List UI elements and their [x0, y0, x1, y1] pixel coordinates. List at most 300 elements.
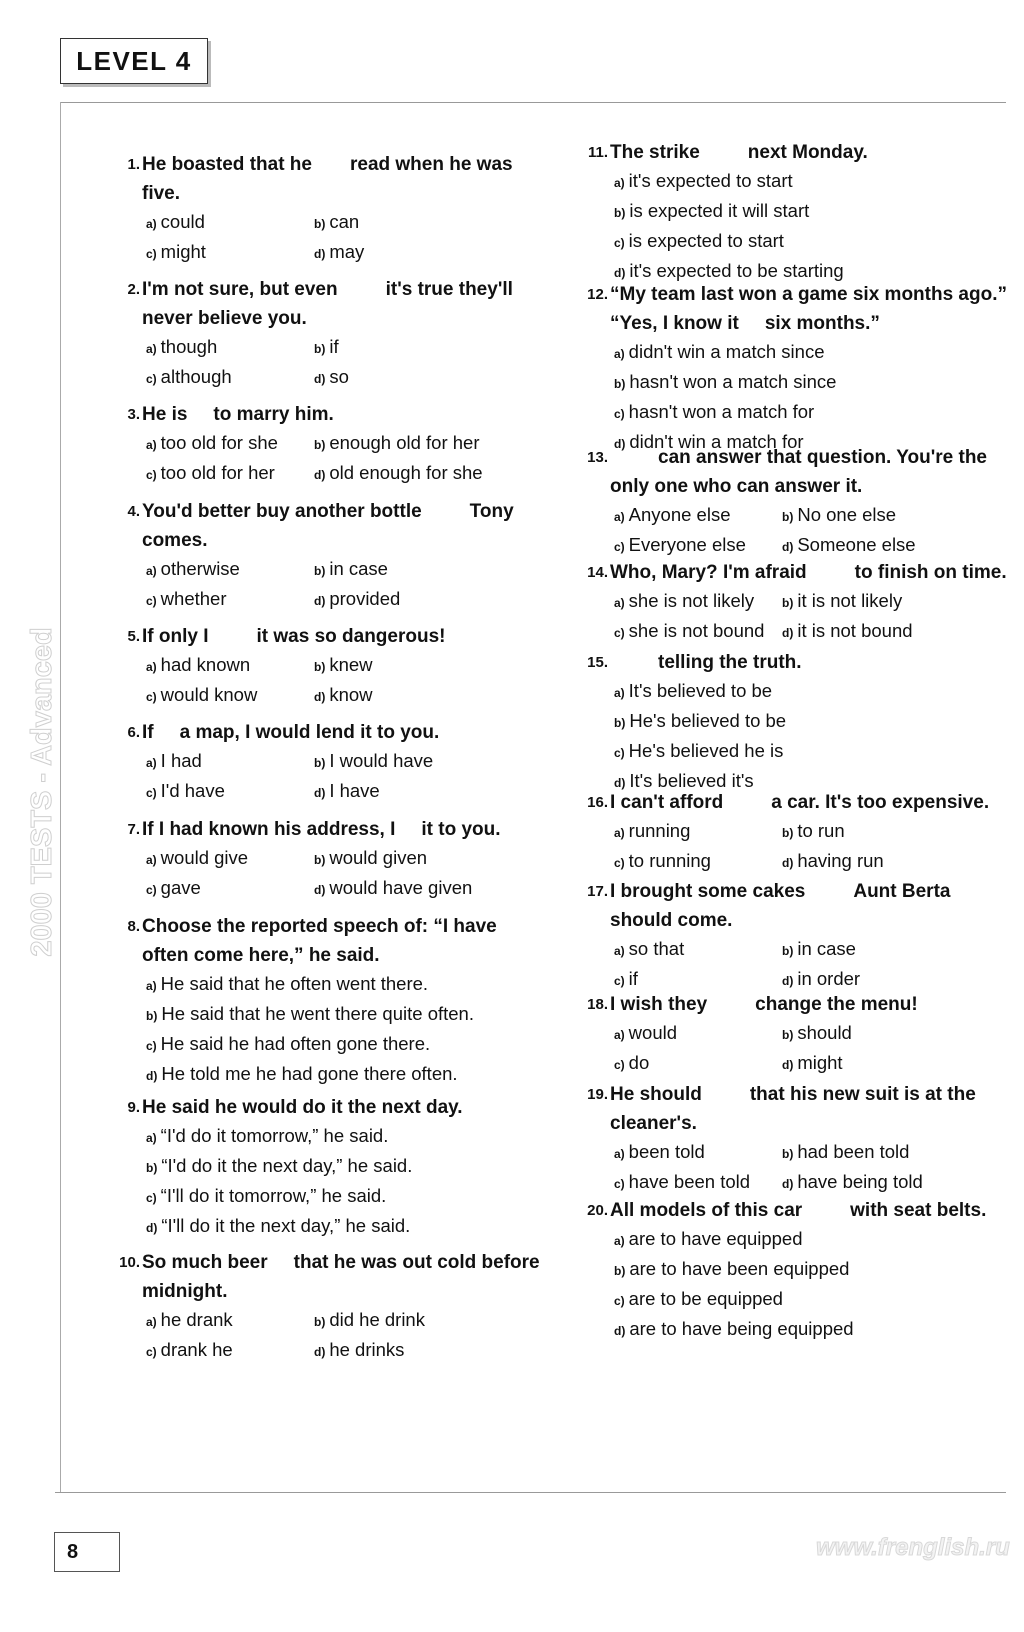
stem-text-before-gap: He is	[142, 404, 188, 425]
option-text: old enough for she	[329, 462, 483, 483]
option-letter: d)	[314, 594, 326, 608]
answer-option	[314, 651, 540, 681]
option-text: No one else	[797, 504, 897, 525]
option-letter: b)	[146, 1161, 158, 1175]
answer-option	[146, 238, 314, 268]
stem-text-before-gap: If I had known his address, I	[142, 819, 396, 840]
option-letter: a)	[614, 1147, 625, 1161]
answer-option	[146, 681, 314, 711]
stem-text-after-gap: change the menu!	[755, 994, 918, 1015]
option-text: “I'll do it the next day,” he said.	[161, 1215, 411, 1236]
option-letter: d)	[614, 1324, 626, 1338]
option-text: she is not bound	[628, 620, 765, 641]
stem-text-before-gap: He said he would do it the next day.	[142, 1097, 463, 1118]
stem-text-before-gap: He should	[610, 1084, 702, 1105]
stem-text-before-gap: The strike	[610, 142, 700, 163]
option-text: hasn't won a match for	[628, 401, 815, 422]
option-letter: d)	[146, 1221, 158, 1235]
answer-option	[782, 531, 1008, 561]
answer-option	[782, 847, 1008, 877]
option-text: would	[628, 1022, 678, 1043]
option-text: are to be equipped	[628, 1288, 783, 1309]
stem-text-before-gap: If only I	[142, 626, 209, 647]
answer-option	[146, 555, 314, 585]
page-number: 8	[67, 1540, 79, 1563]
question-stem	[110, 497, 540, 555]
question-17	[578, 877, 1008, 995]
question-number: 1.	[127, 156, 140, 173]
watermark: www.frenglish.ru	[816, 1534, 1010, 1561]
question-number: 2.	[127, 281, 140, 298]
option-letter: b)	[782, 1028, 794, 1042]
question-stem	[578, 1080, 1008, 1138]
option-letter: d)	[782, 856, 794, 870]
option-letter: b)	[314, 342, 326, 356]
stem-text-after-gap: it was so dangerous!	[256, 626, 446, 647]
option-text: had known	[160, 654, 251, 675]
frame-bottom-rule	[55, 1492, 1006, 1493]
option-text: “I'd do it tomorrow,” he said.	[160, 1125, 389, 1146]
option-text: did he drink	[329, 1309, 425, 1330]
answer-option	[614, 737, 1008, 767]
option-letter: b)	[314, 853, 326, 867]
stem-text-before-gap: Who, Mary? I'm afraid	[610, 562, 807, 583]
stem-text-before-gap: So much beer	[142, 1252, 268, 1273]
stem-text-before-gap: You'd better buy another bottle	[142, 501, 422, 522]
answer-options	[110, 747, 540, 807]
option-letter: c)	[614, 1294, 625, 1308]
answer-option	[614, 587, 782, 617]
answer-option	[782, 501, 1008, 531]
answer-option	[614, 531, 782, 561]
answer-option	[146, 1182, 540, 1212]
question-4	[110, 497, 540, 615]
question-stem	[578, 1196, 1008, 1225]
option-letter: a)	[146, 979, 157, 993]
question-number: 5.	[127, 628, 140, 645]
question-stem	[578, 990, 1008, 1019]
stem-text-after-gap: read when he was five.	[142, 154, 513, 204]
option-letter: b)	[314, 756, 326, 770]
option-text: provided	[329, 588, 401, 609]
option-letter: c)	[146, 786, 157, 800]
option-letter: a)	[146, 1131, 157, 1145]
option-text: He said he had often gone there.	[160, 1033, 431, 1054]
answer-option	[614, 1255, 1008, 1285]
answer-options	[110, 333, 540, 393]
option-text: can	[329, 211, 360, 232]
option-letter: d)	[314, 468, 326, 482]
option-letter: a)	[146, 564, 157, 578]
option-text: if	[329, 336, 339, 357]
question-9	[110, 1093, 540, 1242]
answer-option	[314, 874, 540, 904]
question-10	[110, 1248, 540, 1366]
answer-options	[578, 501, 1008, 561]
question-13	[578, 443, 1008, 561]
question-stem	[578, 877, 1008, 935]
question-stem	[110, 815, 540, 844]
question-stem	[110, 718, 540, 747]
answer-option	[614, 617, 782, 647]
option-letter: d)	[614, 437, 626, 451]
option-text: so	[329, 366, 349, 387]
answer-option	[146, 1000, 540, 1030]
stem-text-after-gap: that his new suit is at the cleaner's.	[610, 1084, 976, 1134]
stem-text-after-gap: it to you.	[421, 819, 501, 840]
question-7	[110, 815, 540, 904]
option-letter: a)	[614, 1234, 625, 1248]
answer-option	[146, 429, 314, 459]
answer-options	[110, 429, 540, 489]
option-letter: d)	[782, 1177, 794, 1191]
question-15	[578, 648, 1008, 797]
option-text: is expected it will start	[629, 200, 810, 221]
answer-option	[614, 227, 1008, 257]
option-letter: a)	[146, 853, 157, 867]
option-text: might	[797, 1052, 843, 1073]
option-letter: a)	[614, 347, 625, 361]
answer-option	[314, 555, 540, 585]
option-letter: d)	[314, 690, 326, 704]
question-1	[110, 150, 540, 268]
stem-text-after-gap: it's true they'll never believe you.	[142, 279, 513, 329]
answer-options	[578, 1225, 1008, 1345]
option-letter: c)	[614, 856, 625, 870]
option-letter: b)	[146, 1009, 158, 1023]
answer-option	[146, 459, 314, 489]
stem-text-before-gap: I can't afford	[610, 792, 724, 813]
answer-option	[614, 338, 1008, 368]
option-letter: d)	[782, 540, 794, 554]
option-text: He's believed he is	[628, 740, 784, 761]
answer-option	[782, 935, 1008, 965]
answer-option	[314, 585, 540, 615]
option-text: whether	[160, 588, 227, 609]
answer-option	[146, 747, 314, 777]
option-text: Someone else	[797, 534, 916, 555]
option-text: is expected to start	[628, 230, 784, 251]
option-text: could	[160, 211, 205, 232]
option-text: otherwise	[160, 558, 240, 579]
question-11	[578, 138, 1008, 287]
option-letter: a)	[614, 826, 625, 840]
option-letter: d)	[314, 883, 326, 897]
answer-options	[578, 167, 1008, 287]
answer-option	[146, 970, 540, 1000]
answer-option	[146, 585, 314, 615]
option-letter: a)	[614, 596, 625, 610]
option-letter: c)	[146, 883, 157, 897]
option-letter: c)	[146, 247, 157, 261]
answer-option	[314, 1336, 540, 1366]
option-letter: a)	[146, 660, 157, 674]
question-stem	[110, 622, 540, 651]
option-letter: d)	[614, 776, 626, 790]
option-text: too old for she	[160, 432, 278, 453]
answer-option	[782, 587, 1008, 617]
answer-option	[314, 777, 540, 807]
question-18	[578, 990, 1008, 1079]
option-text: would have given	[329, 877, 473, 898]
option-text: if	[628, 968, 638, 989]
answer-option	[614, 167, 1008, 197]
answer-option	[314, 747, 540, 777]
option-letter: c)	[146, 468, 157, 482]
answer-option	[614, 677, 1008, 707]
answer-option	[146, 651, 314, 681]
option-letter: c)	[614, 407, 625, 421]
answer-option	[782, 617, 1008, 647]
answer-option	[614, 1049, 782, 1079]
stem-text-before-gap: He boasted that he	[142, 154, 312, 175]
question-6	[110, 718, 540, 807]
option-letter: b)	[782, 596, 794, 610]
question-stem	[578, 788, 1008, 817]
option-text: have being told	[797, 1171, 923, 1192]
answer-option	[146, 1060, 540, 1090]
answer-option	[614, 1315, 1008, 1345]
option-text: are to have being equipped	[629, 1318, 854, 1339]
answer-option	[146, 777, 314, 807]
answer-option	[614, 817, 782, 847]
answer-option	[614, 197, 1008, 227]
option-letter: a)	[614, 176, 625, 190]
answer-option	[314, 333, 540, 363]
option-text: although	[160, 366, 232, 387]
option-text: I'd have	[160, 780, 225, 801]
stem-text-before-gap: If	[142, 722, 154, 743]
question-number: 10.	[119, 1254, 140, 1271]
stem-text-after-gap: with seat belts.	[850, 1200, 987, 1221]
option-letter: c)	[146, 690, 157, 704]
option-text: are to have been equipped	[629, 1258, 850, 1279]
stem-text-before-gap: Choose the reported speech of: “I have often come here,” he said.	[142, 916, 497, 966]
option-letter: c)	[146, 372, 157, 386]
option-letter: c)	[146, 1345, 157, 1359]
option-letter: b)	[782, 944, 794, 958]
option-text: He said that he often went there.	[160, 973, 429, 994]
option-letter: d)	[314, 247, 326, 261]
option-text: too old for her	[160, 462, 275, 483]
option-letter: d)	[146, 1069, 158, 1083]
answer-options	[110, 208, 540, 268]
option-letter: d)	[614, 266, 626, 280]
option-text: do	[628, 1052, 650, 1073]
option-text: “I'll do it tomorrow,” he said.	[160, 1185, 387, 1206]
question-number: 20.	[587, 1202, 608, 1219]
stem-text-after-gap: six months.”	[764, 313, 880, 334]
answer-options	[578, 677, 1008, 797]
question-12	[578, 280, 1008, 458]
stem-text-after-gap: to marry him.	[213, 404, 334, 425]
answer-options	[110, 970, 540, 1090]
option-text: it is not bound	[797, 620, 913, 641]
stem-text-before-gap: I brought some cakes	[610, 881, 806, 902]
option-letter: d)	[782, 974, 794, 988]
question-number: 3.	[127, 406, 140, 423]
question-number: 13.	[587, 449, 608, 466]
option-text: been told	[628, 1141, 705, 1162]
question-number: 15.	[587, 654, 608, 671]
stem-text-after-gap: that he was out cold before midnight.	[142, 1252, 540, 1302]
option-letter: c)	[614, 540, 625, 554]
answer-options	[578, 338, 1008, 458]
side-book-title: 2000 TESTS - Advanced	[25, 627, 58, 957]
answer-option	[614, 368, 1008, 398]
question-5	[110, 622, 540, 711]
answer-option	[782, 1138, 1008, 1168]
question-number: 8.	[127, 918, 140, 935]
answer-option	[614, 1285, 1008, 1315]
option-text: he drinks	[329, 1339, 405, 1360]
stem-text-after-gap: can answer that question. You're the only one who can answer it.	[610, 447, 987, 497]
question-14	[578, 558, 1008, 647]
question-20	[578, 1196, 1008, 1345]
stem-text-after-gap: a map, I would lend it to you.	[179, 722, 440, 743]
answer-option	[146, 208, 314, 238]
question-8	[110, 912, 540, 1090]
option-letter: d)	[314, 786, 326, 800]
option-letter: b)	[782, 510, 794, 524]
question-number: 4.	[127, 503, 140, 520]
level-heading-box	[60, 38, 208, 84]
question-stem	[578, 648, 1008, 677]
frame-top-rule	[60, 102, 1006, 103]
option-text: he drank	[160, 1309, 233, 1330]
question-stem	[110, 1248, 540, 1306]
question-3	[110, 400, 540, 489]
answer-options	[110, 1306, 540, 1366]
option-text: it's expected to be starting	[629, 260, 844, 281]
option-letter: a)	[614, 1028, 625, 1042]
option-letter: a)	[614, 944, 625, 958]
answer-option	[614, 398, 1008, 428]
answer-options	[110, 651, 540, 711]
option-text: didn't win a match since	[628, 341, 825, 362]
stem-text-after-gap: Aunt Berta should come.	[610, 881, 951, 931]
answer-options	[110, 1122, 540, 1242]
answer-option	[146, 333, 314, 363]
answer-options	[578, 587, 1008, 647]
option-letter: b)	[614, 716, 626, 730]
answer-option	[314, 208, 540, 238]
question-number: 19.	[587, 1086, 608, 1103]
answer-option	[314, 429, 540, 459]
answer-option	[146, 1152, 540, 1182]
answer-option	[614, 935, 782, 965]
answer-option	[782, 1168, 1008, 1198]
stem-text-after-gap: telling the truth.	[658, 652, 802, 673]
option-letter: a)	[614, 510, 625, 524]
option-text: though	[160, 336, 218, 357]
option-letter: b)	[782, 826, 794, 840]
option-text: gave	[160, 877, 201, 898]
option-letter: c)	[614, 746, 625, 760]
question-number: 12.	[587, 286, 608, 303]
stem-text-before-gap: I wish they	[610, 994, 708, 1015]
question-stem	[578, 558, 1008, 587]
question-stem	[578, 280, 1008, 338]
option-text: might	[160, 241, 206, 262]
question-number: 11.	[587, 144, 608, 161]
option-letter: d)	[314, 372, 326, 386]
answer-option	[314, 681, 540, 711]
answer-option	[314, 844, 540, 874]
option-letter: d)	[782, 626, 794, 640]
answer-option	[314, 363, 540, 393]
question-stem	[110, 275, 540, 333]
answer-option	[146, 844, 314, 874]
answer-option	[146, 363, 314, 393]
answer-option	[314, 459, 540, 489]
answer-options	[578, 1019, 1008, 1079]
question-16	[578, 788, 1008, 877]
option-letter: a)	[146, 1315, 157, 1329]
option-text: hasn't won a match since	[629, 371, 837, 392]
answer-option	[146, 874, 314, 904]
option-letter: c)	[614, 626, 625, 640]
answer-options	[578, 1138, 1008, 1198]
answer-option	[146, 1212, 540, 1242]
question-2	[110, 275, 540, 393]
option-text: to run	[797, 820, 845, 841]
answer-option	[146, 1306, 314, 1336]
option-text: It's believed it's	[629, 770, 754, 791]
answer-option	[614, 707, 1008, 737]
option-letter: a)	[146, 342, 157, 356]
option-letter: b)	[614, 1264, 626, 1278]
option-letter: a)	[146, 217, 157, 231]
option-text: It's believed to be	[628, 680, 773, 701]
question-stem	[110, 400, 540, 429]
question-stem	[578, 443, 1008, 501]
option-text: may	[329, 241, 365, 262]
option-text: “I'd do it the next day,” he said.	[161, 1155, 413, 1176]
option-text: Everyone else	[628, 534, 746, 555]
option-letter: c)	[146, 1191, 157, 1205]
answer-options	[578, 817, 1008, 877]
question-19	[578, 1080, 1008, 1198]
option-letter: c)	[146, 1039, 157, 1053]
option-text: had been told	[797, 1141, 910, 1162]
option-text: in order	[797, 968, 861, 989]
question-number: 14.	[587, 564, 608, 581]
stem-text-before-gap: I'm not sure, but even	[142, 279, 338, 300]
question-number: 17.	[587, 883, 608, 900]
option-text: have been told	[628, 1171, 751, 1192]
answer-option	[782, 1019, 1008, 1049]
question-number: 7.	[127, 821, 140, 838]
answer-option	[614, 1168, 782, 1198]
page-number-box	[54, 1532, 120, 1572]
answer-option	[782, 817, 1008, 847]
option-letter: b)	[614, 377, 626, 391]
option-text: it is not likely	[797, 590, 903, 611]
option-text: it's expected to start	[628, 170, 793, 191]
option-letter: b)	[782, 1147, 794, 1161]
stem-text-after-gap: to finish on time.	[854, 562, 1007, 583]
option-letter: b)	[314, 217, 326, 231]
option-text: running	[628, 820, 691, 841]
option-text: I would have	[329, 750, 434, 771]
option-letter: c)	[614, 236, 625, 250]
option-letter: c)	[614, 1177, 625, 1191]
answer-option	[146, 1122, 540, 1152]
option-text: so that	[628, 938, 685, 959]
option-letter: c)	[614, 974, 625, 988]
option-text: He said that he went there quite often.	[161, 1003, 474, 1024]
